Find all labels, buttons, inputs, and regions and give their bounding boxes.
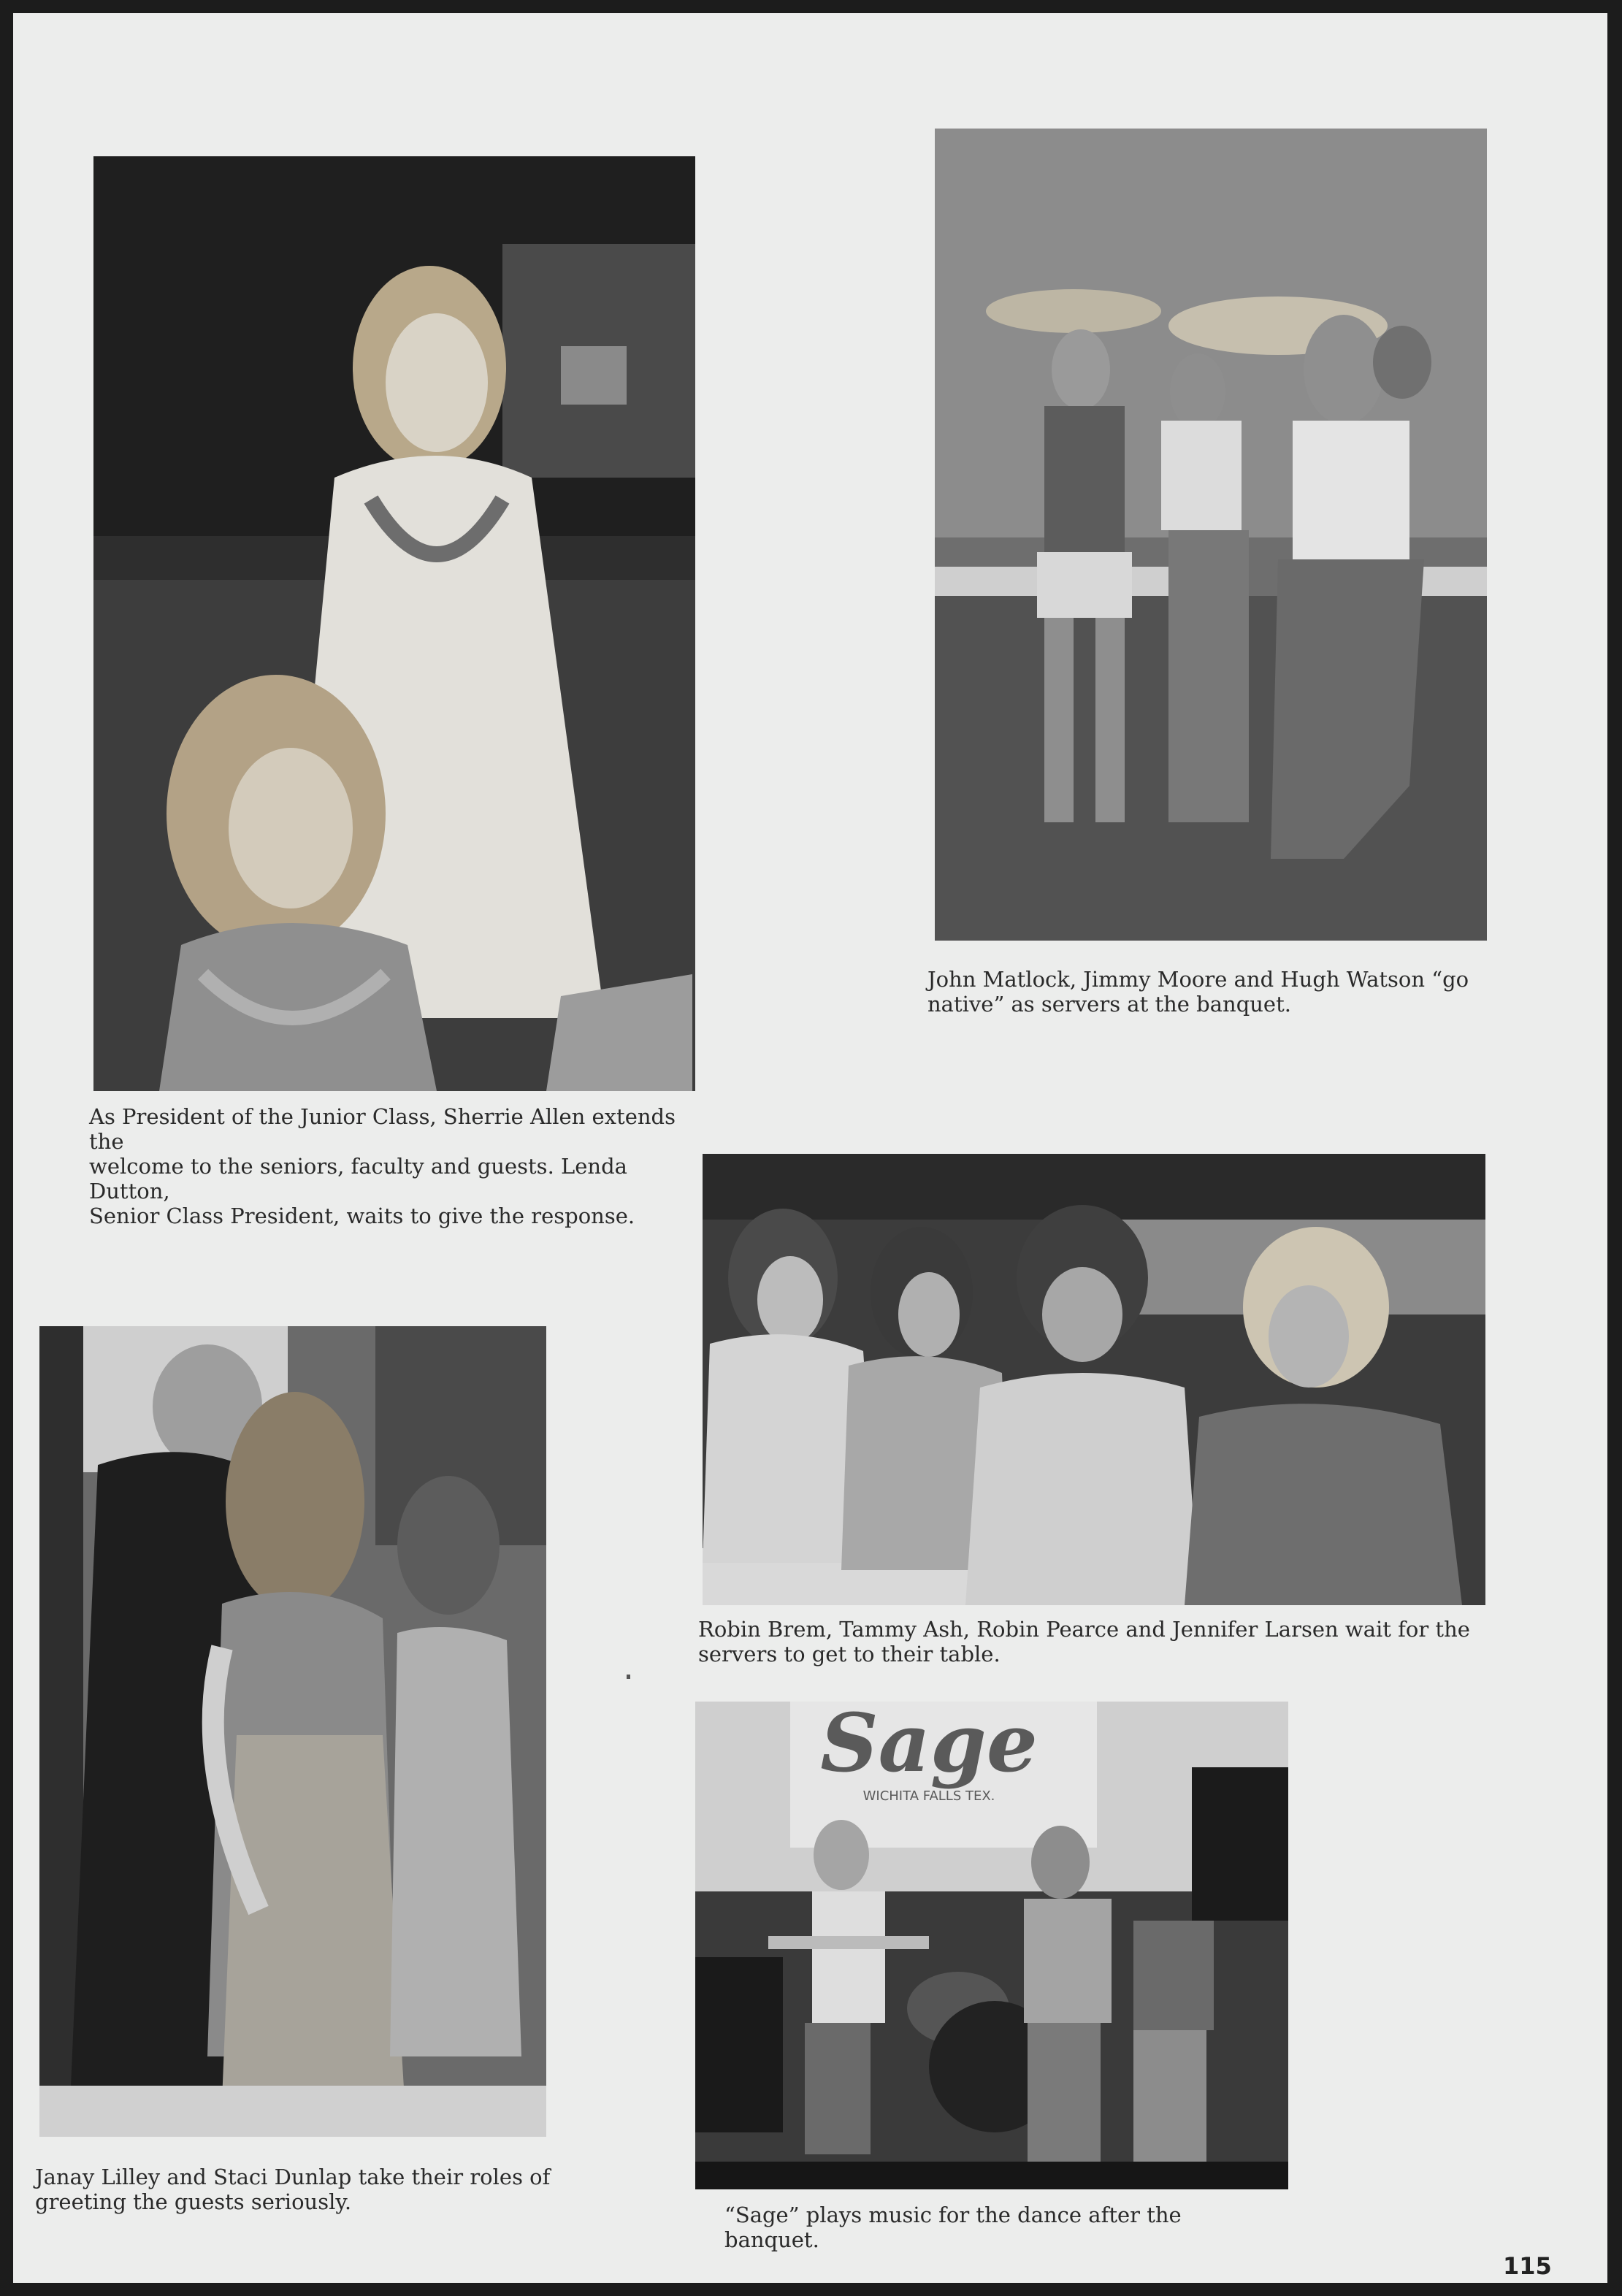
photo-girls-at-table-image xyxy=(703,1154,1485,1605)
page-number: 115 xyxy=(1503,2252,1552,2280)
caption-greeting-guests xyxy=(35,2165,561,2214)
photo-greeting-guests xyxy=(39,1326,546,2137)
sage-banner-location: WICHITA FALLS TEX. xyxy=(862,1788,995,1804)
yearbook-page xyxy=(13,13,1607,2283)
caption-junior-class-welcome xyxy=(89,1104,703,1228)
photo-girls-at-table xyxy=(703,1154,1485,1605)
caption-line: John Matlock, Jimmy Moore and Hugh Watson “go xyxy=(927,967,1469,992)
photo-sage-band xyxy=(695,1702,1288,2189)
caption-line: Robin Brem, Tammy Ash, Robin Pearce and Jennifer Larsen wait for the xyxy=(698,1617,1470,1642)
caption-line: greeting the guests seriously. xyxy=(35,2189,352,2214)
photo-junior-class-welcome-image xyxy=(93,156,695,1091)
caption-line: Janay Lilley and Staci Dunlap take their roles of xyxy=(35,2165,551,2189)
caption-line: welcome to the seniors, faculty and guests. Lenda Dutton, xyxy=(89,1154,627,1204)
caption-line: servers to get to their table. xyxy=(698,1642,1001,1666)
photo-servers-go-native-image xyxy=(935,129,1487,941)
caption-sage-band xyxy=(724,2203,1279,2252)
caption-line: “Sage” plays music for the dance after the banquet. xyxy=(724,2203,1182,2252)
caption-line: As President of the Junior Class, Sherrie Allen extends the xyxy=(89,1104,676,1154)
caption-girls-at-table xyxy=(698,1617,1494,1666)
caption-line: native” as servers at the banquet. xyxy=(927,992,1291,1017)
caption-line: Senior Class President, waits to give the response. xyxy=(89,1204,635,1228)
caption-servers-go-native xyxy=(927,967,1497,1017)
sage-banner-logo: Sage xyxy=(820,1702,1038,1790)
photo-junior-class-welcome xyxy=(93,156,695,1091)
photo-sage-band-image xyxy=(695,1702,1288,2189)
photo-greeting-guests-image xyxy=(39,1326,546,2137)
print-speck xyxy=(627,1675,630,1679)
photo-servers-go-native xyxy=(935,129,1487,941)
